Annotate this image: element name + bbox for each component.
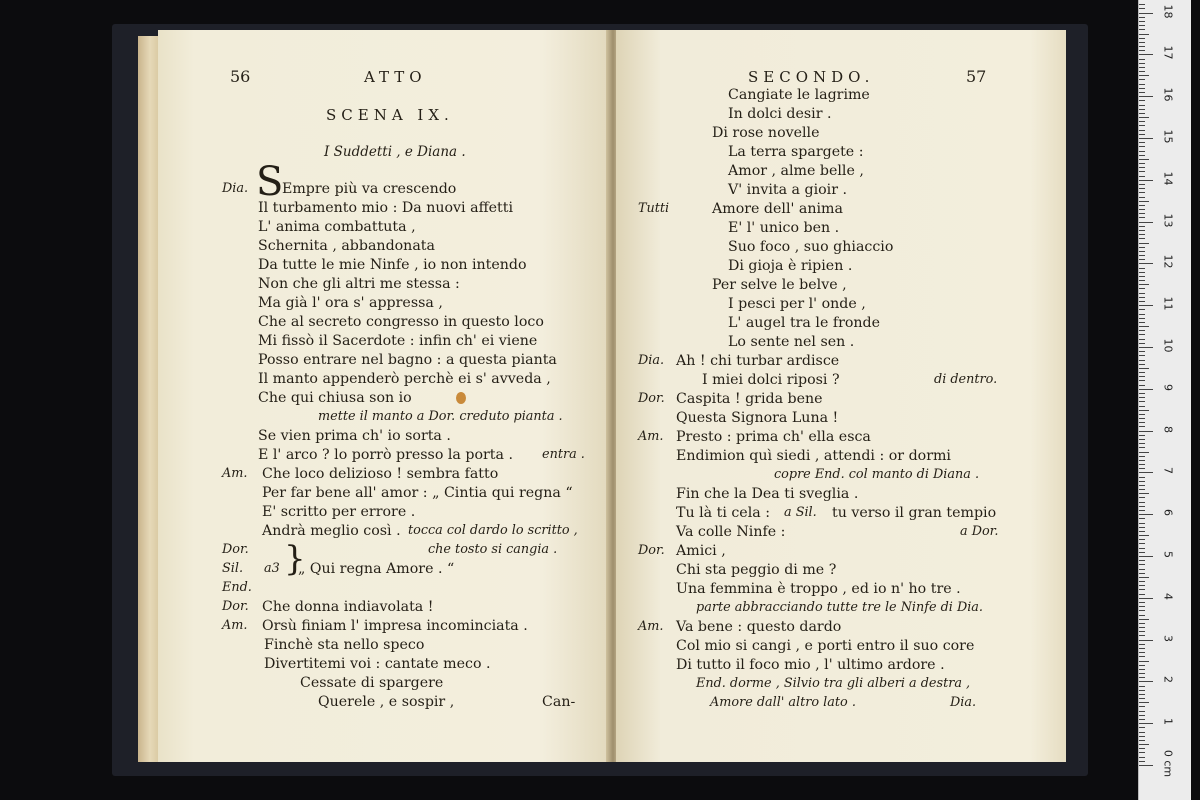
speaker: Tutti xyxy=(638,201,670,216)
verse-line: Querele , e sospir , xyxy=(318,694,455,710)
verse-line: Una femmina è troppo , ed io n' ho tre . xyxy=(676,581,961,597)
ruler-tick xyxy=(1139,38,1145,39)
ruler-tick xyxy=(1139,510,1145,511)
stage-direction: parte abbracciando tutte tre le Ninfe di Dia. xyxy=(696,600,983,615)
drop-cap: S xyxy=(256,159,284,205)
ruler-tick xyxy=(1139,732,1145,733)
ruler-tick xyxy=(1139,125,1145,126)
verse-line: E l' arco ? lo porrò presso la porta . xyxy=(258,447,513,463)
verse-line: Endimion quì siedi , attendi : or dormi xyxy=(676,448,951,464)
ruler-tick xyxy=(1139,531,1145,532)
speaker: Am. xyxy=(222,618,248,633)
ruler-label: 11 xyxy=(1161,296,1175,311)
ruler-tick xyxy=(1139,213,1145,214)
verse-line: Questa Signora Luna ! xyxy=(676,410,839,426)
ruler-tick xyxy=(1139,201,1149,202)
ruler-tick xyxy=(1139,761,1145,762)
ruler-tick xyxy=(1139,222,1153,223)
ruler-tick xyxy=(1139,217,1145,218)
ruler-tick xyxy=(1139,322,1145,323)
ruler-tick xyxy=(1139,589,1145,590)
stage-direction: Amore dall' altro lato . xyxy=(710,695,856,710)
ruler-tick xyxy=(1139,665,1145,666)
stage-direction: mette il manto a Dor. creduto pianta . xyxy=(318,409,563,424)
ruler-tick xyxy=(1139,414,1145,415)
speaker: Dia. xyxy=(638,353,665,368)
ruler-tick xyxy=(1139,360,1145,361)
ruler-tick xyxy=(1139,197,1145,198)
verse-line: La terra spargete : xyxy=(728,144,864,160)
ruler-tick xyxy=(1139,690,1145,691)
ruler-tick xyxy=(1139,669,1145,670)
stage-direction: End. dorme , Silvio tra gli alberi a destra , xyxy=(696,676,971,691)
ruler-tick xyxy=(1139,192,1145,193)
speaker: Am. xyxy=(638,429,664,444)
ruler-tick xyxy=(1139,677,1145,678)
ruler-tick xyxy=(1139,130,1145,131)
ruler-tick xyxy=(1139,138,1153,139)
stage-direction: copre End. col manto di Diana . xyxy=(774,467,980,482)
ruler-tick xyxy=(1139,694,1145,695)
verse-line: Empre più va crescendo xyxy=(282,181,457,197)
ruler-tick xyxy=(1139,347,1153,348)
verse-line: Mi fissò il Sacerdote : infin ch' ei viene xyxy=(258,333,538,349)
ruler-tick xyxy=(1139,640,1153,641)
ruler-tick xyxy=(1139,326,1149,327)
ruler-tick xyxy=(1139,581,1145,582)
ruler-tick xyxy=(1139,42,1145,43)
ruler-tick xyxy=(1139,627,1145,628)
ink-stain xyxy=(456,392,466,404)
ruler-tick xyxy=(1139,351,1145,352)
ruler-tick xyxy=(1139,75,1149,76)
ruler-tick xyxy=(1139,230,1145,231)
ruler-tick xyxy=(1139,548,1145,549)
verse-line: Presto : prima ch' ella esca xyxy=(676,429,871,445)
ruler-tick xyxy=(1139,481,1145,482)
ruler-tick xyxy=(1139,560,1145,561)
verse-line: Schernita , abbandonata xyxy=(258,238,435,254)
ruler-tick xyxy=(1139,121,1145,122)
speaker: End. xyxy=(222,580,252,595)
measurement-ruler xyxy=(1138,0,1191,800)
ruler-tick xyxy=(1139,698,1145,699)
verse-line: E' l' unico ben . xyxy=(728,220,840,236)
ruler-tick xyxy=(1139,251,1145,252)
verse-line: Amici , xyxy=(676,543,726,559)
ruler-tick xyxy=(1139,706,1145,707)
ruler-label: 13 xyxy=(1161,213,1175,228)
verse-line: Da tutte le mie Ninfe , io non intendo xyxy=(258,257,527,273)
ruler-tick xyxy=(1139,602,1145,603)
ruler-tick xyxy=(1139,109,1145,110)
ruler-tick xyxy=(1139,247,1145,248)
ruler-tick xyxy=(1139,372,1145,373)
speaker: Dor. xyxy=(222,542,249,557)
ruler-tick xyxy=(1139,686,1145,687)
ruler-tick xyxy=(1139,355,1145,356)
ruler-tick xyxy=(1139,748,1145,749)
verse-line: L' augel tra le fronde xyxy=(728,315,881,331)
ruler-tick xyxy=(1139,163,1145,164)
ruler-tick xyxy=(1139,406,1145,407)
ruler-tick xyxy=(1139,569,1145,570)
page-number: 56 xyxy=(230,67,251,86)
verse-line: Per far bene all' amor : „ Cintia qui regna “ xyxy=(262,485,573,501)
a3-marker: a3 xyxy=(264,561,280,576)
ruler-tick xyxy=(1139,744,1149,745)
verse-line: Ma già l' ora s' appressa , xyxy=(258,295,443,311)
verse-line: I pesci per l' onde , xyxy=(728,296,866,312)
ruler-label: 18 xyxy=(1161,4,1175,19)
ruler-label: 8 xyxy=(1161,425,1175,433)
ruler-tick xyxy=(1139,238,1145,239)
ruler-tick xyxy=(1139,485,1145,486)
ruler-tick xyxy=(1139,477,1145,478)
speaker: Dor. xyxy=(222,599,249,614)
ruler-tick xyxy=(1139,715,1145,716)
ruler-label: 1 xyxy=(1161,718,1175,726)
ruler-tick xyxy=(1139,339,1145,340)
ruler-tick xyxy=(1139,723,1153,724)
ruler-tick xyxy=(1139,318,1145,319)
ruler-tick xyxy=(1139,96,1153,97)
verse-line: Se vien prima ch' io sorta . xyxy=(258,428,451,444)
ruler-tick xyxy=(1139,615,1145,616)
ruler-tick xyxy=(1139,464,1145,465)
ruler-tick xyxy=(1139,284,1149,285)
ruler-tick xyxy=(1139,661,1149,662)
ruler-label: 12 xyxy=(1161,254,1175,269)
verse-line: Va bene : questo dardo xyxy=(676,619,842,635)
ruler-tick xyxy=(1139,288,1145,289)
verse-line: Amor , alme belle , xyxy=(728,163,864,179)
ruler-tick xyxy=(1139,334,1145,335)
ruler-tick xyxy=(1139,443,1145,444)
ruler-tick xyxy=(1139,314,1145,315)
ruler-label: 2 xyxy=(1161,676,1175,684)
stage-direction: tocca col dardo lo scritto , xyxy=(408,523,578,538)
ruler-tick xyxy=(1139,652,1145,653)
ruler-tick xyxy=(1139,293,1145,294)
ruler-tick xyxy=(1139,397,1145,398)
ruler-tick xyxy=(1139,460,1145,461)
ruler-tick xyxy=(1139,272,1145,273)
verse-line: Lo sente nel sen . xyxy=(728,334,855,350)
right-page xyxy=(616,30,1066,762)
ruler-tick xyxy=(1139,552,1145,553)
ruler-tick xyxy=(1139,431,1153,432)
ruler-tick xyxy=(1139,539,1145,540)
verse-line: Amore dell' anima xyxy=(712,201,843,217)
speaker: Sil. xyxy=(222,561,244,576)
ruler-tick xyxy=(1139,305,1153,306)
ruler-tick xyxy=(1139,681,1153,682)
ruler-tick xyxy=(1139,702,1149,703)
ruler-tick xyxy=(1139,456,1145,457)
catchword: Dia. xyxy=(950,695,977,710)
ruler-tick xyxy=(1139,514,1153,515)
ruler-tick xyxy=(1139,301,1145,302)
ruler-tick xyxy=(1139,176,1145,177)
verse-line: Orsù finiam l' impresa incominciata . xyxy=(262,618,528,634)
verse-line: Divertitemi voi : cantate meco . xyxy=(264,656,491,672)
ruler-tick xyxy=(1139,506,1145,507)
ruler-tick xyxy=(1139,497,1145,498)
ruler-tick xyxy=(1139,489,1145,490)
ruler-tick xyxy=(1139,368,1149,369)
ruler-tick xyxy=(1139,21,1145,22)
running-head: SECONDO. xyxy=(748,68,875,86)
ruler-tick xyxy=(1139,635,1145,636)
verse-line: Il manto appenderò perchè ei s' avveda , xyxy=(258,371,551,387)
verse-line: E' scritto per errore . xyxy=(262,504,416,520)
ruler-tick xyxy=(1139,50,1145,51)
ruler-tick xyxy=(1139,385,1145,386)
ruler-tick xyxy=(1139,422,1145,423)
ruler-tick xyxy=(1139,184,1145,185)
ruler-tick xyxy=(1139,309,1145,310)
ruler-tick xyxy=(1139,410,1149,411)
ruler-tick xyxy=(1139,243,1149,244)
ruler-tick xyxy=(1139,389,1153,390)
ruler-tick xyxy=(1139,573,1145,574)
ruler-tick xyxy=(1139,25,1145,26)
ruler-label: 10 xyxy=(1161,338,1175,353)
verse-line: Di tutto il foco mio , l' ultimo ardore . xyxy=(676,657,945,673)
ruler-tick xyxy=(1139,88,1145,89)
ruler-tick xyxy=(1139,380,1145,381)
verse-line: „ Qui regna Amore . “ xyxy=(298,561,455,577)
verse-line: Di rose novelle xyxy=(712,125,820,141)
ruler-tick xyxy=(1139,263,1153,264)
ruler-tick xyxy=(1139,155,1145,156)
ruler-tick xyxy=(1139,656,1145,657)
left-page xyxy=(158,30,610,762)
ruler-tick xyxy=(1139,4,1145,5)
ruler-tick xyxy=(1139,765,1153,766)
speaker: Am. xyxy=(638,619,664,634)
ruler-label: 4 xyxy=(1161,592,1175,600)
ruler-tick xyxy=(1139,727,1145,728)
running-head: ATTO xyxy=(364,68,427,86)
ruler-tick xyxy=(1139,644,1145,645)
scene-title: SCENA IX. xyxy=(326,106,454,124)
ruler-tick xyxy=(1139,142,1145,143)
ruler-tick xyxy=(1139,556,1153,557)
ruler-tick xyxy=(1139,439,1145,440)
ruler-tick xyxy=(1139,606,1145,607)
ruler-tick xyxy=(1139,472,1153,473)
ruler-label: 9 xyxy=(1161,383,1175,391)
verse-line: Che qui chiusa son io xyxy=(258,390,412,406)
ruler-tick xyxy=(1139,188,1145,189)
ruler-tick xyxy=(1139,527,1145,528)
verse-line: Cessate di spargere xyxy=(300,675,444,691)
ruler-label: 6 xyxy=(1161,509,1175,517)
ruler-tick xyxy=(1139,268,1145,269)
ruler-tick xyxy=(1139,619,1149,620)
verse-line: Finchè sta nello speco xyxy=(264,637,425,653)
ruler-tick xyxy=(1139,34,1149,35)
ruler-label: 7 xyxy=(1161,467,1175,475)
ruler-tick xyxy=(1139,226,1145,227)
ruler-tick xyxy=(1139,71,1145,72)
ruler-tick xyxy=(1139,84,1145,85)
ruler-tick xyxy=(1139,171,1145,172)
verse-line: Per selve le belve , xyxy=(712,277,847,293)
ruler-tick xyxy=(1139,752,1145,753)
verse-line: Il turbamento mio : Da nuovi affetti xyxy=(258,200,513,216)
verse-line: Fin che la Dea ti sveglia . xyxy=(676,486,859,502)
verse-line: Di gioja è ripien . xyxy=(728,258,853,274)
ruler-tick xyxy=(1139,435,1145,436)
ruler-tick xyxy=(1139,736,1145,737)
ruler-tick xyxy=(1139,105,1145,106)
ruler-tick xyxy=(1139,418,1145,419)
verse-line: Non che gli altri me stessa : xyxy=(258,276,460,292)
ruler-tick xyxy=(1139,167,1145,168)
stage-direction: che tosto si cangia . xyxy=(428,542,558,557)
speaker: Dor. xyxy=(638,543,665,558)
ruler-tick xyxy=(1139,493,1149,494)
catchword: Can- xyxy=(542,694,576,710)
verse-line: Tu là ti cela : xyxy=(676,505,770,521)
ruler-tick xyxy=(1139,535,1149,536)
ruler-tick xyxy=(1139,134,1145,135)
verse-line: Ah ! chi turbar ardisce xyxy=(676,353,840,369)
ruler-tick xyxy=(1139,711,1145,712)
ruler-tick xyxy=(1139,209,1145,210)
ruler-tick xyxy=(1139,280,1145,281)
verse-line: Col mio si cangi , e porti entro il suo core xyxy=(676,638,975,654)
speaker: Dor. xyxy=(638,391,665,406)
verse-line: tu verso il gran tempio xyxy=(832,505,997,521)
ruler-tick xyxy=(1139,598,1153,599)
ruler-tick xyxy=(1139,8,1145,9)
ruler-tick xyxy=(1139,151,1145,152)
ruler-tick xyxy=(1139,113,1145,114)
ruler-tick xyxy=(1139,54,1153,55)
ruler-tick xyxy=(1139,426,1145,427)
ruler-tick xyxy=(1139,234,1145,235)
verse-line: Cangiate le lagrime xyxy=(728,87,870,103)
ruler-tick xyxy=(1139,259,1145,260)
ruler-tick xyxy=(1139,100,1145,101)
ruler-tick xyxy=(1139,46,1145,47)
verse-line: Va colle Ninfe : xyxy=(676,524,786,540)
brace-icon: } xyxy=(284,539,306,579)
ruler-tick xyxy=(1139,364,1145,365)
ruler-tick xyxy=(1139,180,1153,181)
ruler-tick xyxy=(1139,502,1145,503)
verse-line: Posso entrare nel bagno : a questa pianta xyxy=(258,352,557,368)
ruler-tick xyxy=(1139,159,1149,160)
verse-line: L' anima combattuta , xyxy=(258,219,416,235)
ruler-tick xyxy=(1139,63,1145,64)
ruler-tick xyxy=(1139,673,1145,674)
ruler-tick xyxy=(1139,146,1145,147)
ruler-tick xyxy=(1139,648,1145,649)
ruler-label: 14 xyxy=(1161,171,1175,186)
verse-line: Andrà meglio così . xyxy=(262,523,401,539)
ruler-tick xyxy=(1139,623,1145,624)
ruler-tick xyxy=(1139,452,1149,453)
ruler-label: 15 xyxy=(1161,129,1175,144)
ruler-tick xyxy=(1139,205,1145,206)
ruler-tick xyxy=(1139,255,1145,256)
ruler-tick xyxy=(1139,29,1145,30)
ruler-tick xyxy=(1139,67,1145,68)
verse-line: Suo foco , suo ghiaccio xyxy=(728,239,894,255)
ruler-tick xyxy=(1139,719,1145,720)
verse-line: Chi sta peggio di me ? xyxy=(676,562,837,578)
ruler-tick xyxy=(1139,757,1145,758)
verse-line: V' invita a gioir . xyxy=(728,182,848,198)
ruler-tick xyxy=(1139,17,1145,18)
ruler-tick xyxy=(1139,543,1145,544)
verse-line: Che donna indiavolata ! xyxy=(262,599,434,615)
ruler-tick xyxy=(1139,594,1145,595)
characters-line: I Suddetti , e Diana . xyxy=(324,144,466,160)
ruler-tick xyxy=(1139,585,1145,586)
ruler-label: 17 xyxy=(1161,45,1175,60)
ruler-tick xyxy=(1139,276,1145,277)
ruler-tick xyxy=(1139,468,1145,469)
verse-line: Che loco delizioso ! sembra fatto xyxy=(262,466,499,482)
speaker: Am. xyxy=(222,466,248,481)
ruler-tick xyxy=(1139,376,1145,377)
ruler-tick xyxy=(1139,79,1145,80)
ruler-tick xyxy=(1139,330,1145,331)
ruler-tick xyxy=(1139,577,1149,578)
stage-direction: entra . xyxy=(542,447,585,462)
ruler-tick xyxy=(1139,447,1145,448)
ruler-tick xyxy=(1139,343,1145,344)
ruler-tick xyxy=(1139,92,1145,93)
speaker: Dia. xyxy=(222,181,249,196)
ruler-tick xyxy=(1139,564,1145,565)
page-number: 57 xyxy=(966,67,987,86)
ruler-label: 5 xyxy=(1161,551,1175,558)
verse-line: I miei dolci riposi ? xyxy=(702,372,840,388)
ruler-tick xyxy=(1139,740,1145,741)
ruler-label: 16 xyxy=(1161,87,1175,102)
ruler-tick xyxy=(1139,518,1145,519)
verse-line: In dolci desir . xyxy=(728,106,832,122)
verse-line: Che al secreto congresso in questo loco xyxy=(258,314,544,330)
ruler-tick xyxy=(1139,393,1145,394)
ruler-tick xyxy=(1139,523,1145,524)
ruler-label: 0 cm xyxy=(1161,749,1175,778)
ruler-tick xyxy=(1139,610,1145,611)
ruler-tick xyxy=(1139,13,1153,14)
ruler-tick xyxy=(1139,59,1145,60)
ruler-tick xyxy=(1139,401,1145,402)
ruler-tick xyxy=(1139,297,1145,298)
stage-direction: a Dor. xyxy=(960,524,999,539)
stage-direction: di dentro. xyxy=(934,372,998,387)
ruler-tick xyxy=(1139,117,1149,118)
verse-line: Caspita ! grida bene xyxy=(676,391,823,407)
ruler-tick xyxy=(1139,631,1145,632)
ruler-label: 3 xyxy=(1161,634,1175,642)
stage-direction: a Sil. xyxy=(784,505,817,520)
